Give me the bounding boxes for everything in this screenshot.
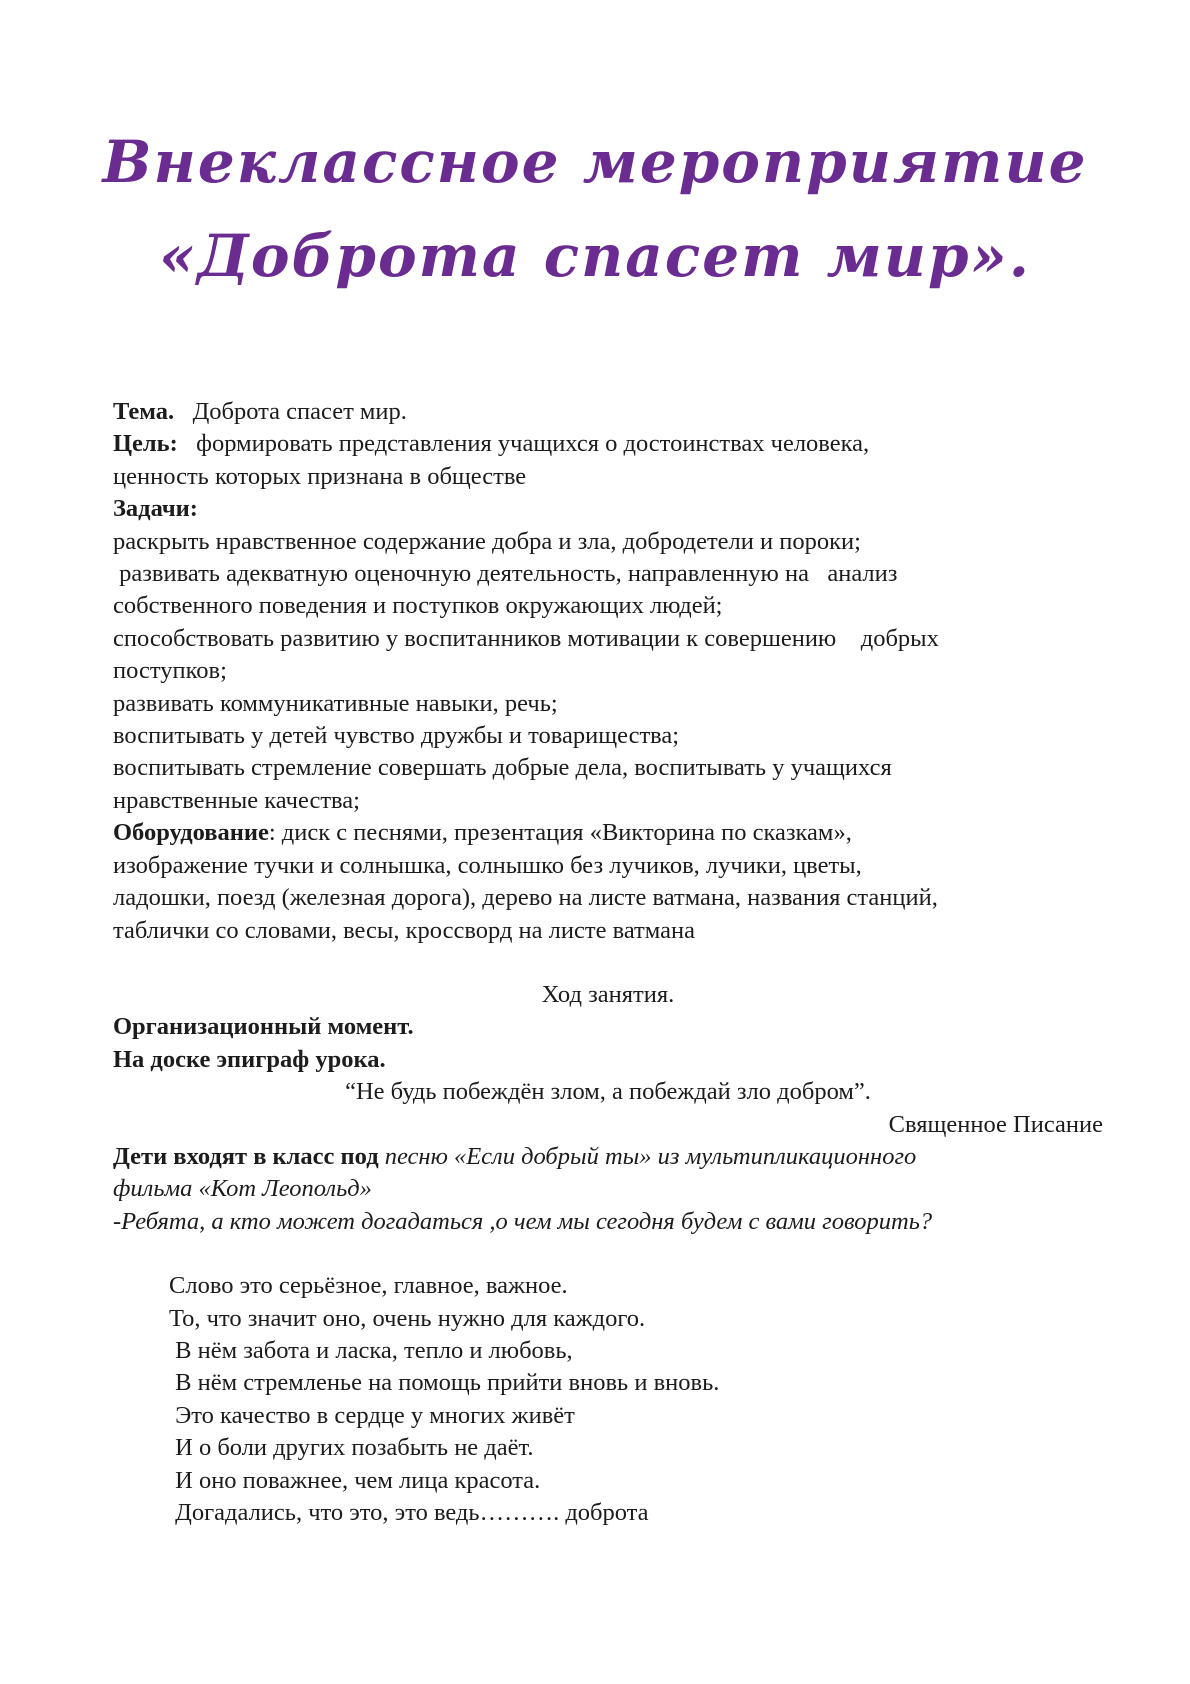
title-line-1: Внеклассное мероприятие [102, 128, 1088, 196]
equipment-text: изображение тучки и солнышка, солнышко без лучиков, лучики, цветы, [113, 851, 862, 879]
tasks-label: Задачи: [113, 495, 198, 523]
task-line: раскрыть нравственное содержание добра и зла, добродетели и пороки; [113, 527, 861, 555]
entry-line [113, 1141, 1103, 1173]
epigraph-quote: “Не будь побеждён злом, а побеждай зло добром”. [345, 1078, 871, 1106]
goal-text-2: ценность которых признана в обществе [113, 462, 527, 490]
goal-text-1: формировать представления учащихся о достоинствах человека, [196, 430, 870, 458]
teacher-question: -Ребята, а кто может догадаться ,о чем мы сегодня будем с вами говорить? [113, 1207, 933, 1235]
org-moment-heading [113, 1011, 1103, 1043]
entry-bold: Дети входят в класс под [113, 1142, 379, 1170]
task-line: способствовать развитию у воспитанников мотивации к совершению добрых [113, 624, 939, 652]
epigraph-label: На доске эпиграф урока. [113, 1045, 386, 1073]
entry-film: фильма «Кот Леопольд» [113, 1175, 372, 1203]
poem-line: В нём стремленье на помощь прийти вновь и вновь. [169, 1369, 720, 1397]
poem-line: И о боли других позабыть не даёт. [169, 1434, 534, 1462]
goal-label: Цель: [113, 430, 178, 458]
equipment-text-1: : диск с песнями, презентация «Викторина по сказкам», [268, 819, 852, 847]
epigraph-heading [113, 1044, 1103, 1076]
task-line: развивать коммуникативные навыки, речь; [113, 689, 558, 717]
epigraph-source: Священное Писание [888, 1110, 1103, 1138]
org-moment-label: Организационный момент. [113, 1013, 414, 1041]
poem [113, 1270, 1103, 1529]
equipment-text: ладошки, поезд (железная дорога), дерево на листе ватмана, названия станций, [113, 884, 938, 912]
topic-value: Доброта спасет мир. [192, 398, 407, 425]
poem-line: Это качество в сердце у многих живёт [169, 1401, 575, 1429]
poem-line: В нём забота и ласка, тепло и любовь, [169, 1336, 573, 1364]
task-line: воспитывать у детей чувство дружбы и товарищества; [113, 722, 680, 750]
task-line: нравственные качества; [113, 786, 360, 814]
entry-song: песню «Если добрый ты» из мультипликационного [378, 1142, 917, 1170]
poem-line: То, что значит оно, очень нужно для каждого. [169, 1304, 646, 1332]
task-line: поступков; [113, 657, 227, 685]
poem-line: Слово это серьёзное, главное, важное. [169, 1272, 568, 1300]
poem-line: И оно поважнее, чем лица красота. [169, 1466, 541, 1494]
title-line-2: «Доброта спасет мир». [159, 222, 1031, 290]
tasks-heading [113, 493, 1103, 525]
equipment-label: Оборудование [113, 819, 269, 847]
task-line: воспитывать стремление совершать добрые дела, воспитывать у учащихся [113, 754, 892, 782]
topic-label: Тема. [113, 398, 175, 425]
task-line: развивать адекватную оценочную деятельность, направленную на анализ [113, 560, 898, 588]
document-body [113, 396, 1103, 1529]
topic-line [113, 396, 1103, 428]
equipment-text: таблички со словами, весы, кроссворд на листе ватмана [113, 916, 695, 944]
task-line: собственного поведения и поступков окружающих людей; [113, 592, 723, 620]
poem-line: Догадались, что это, это ведь………. доброта [169, 1499, 649, 1526]
goal-line [113, 428, 1103, 460]
lesson-heading: Ход занятия. [541, 980, 675, 1008]
equipment-line [113, 817, 1103, 849]
